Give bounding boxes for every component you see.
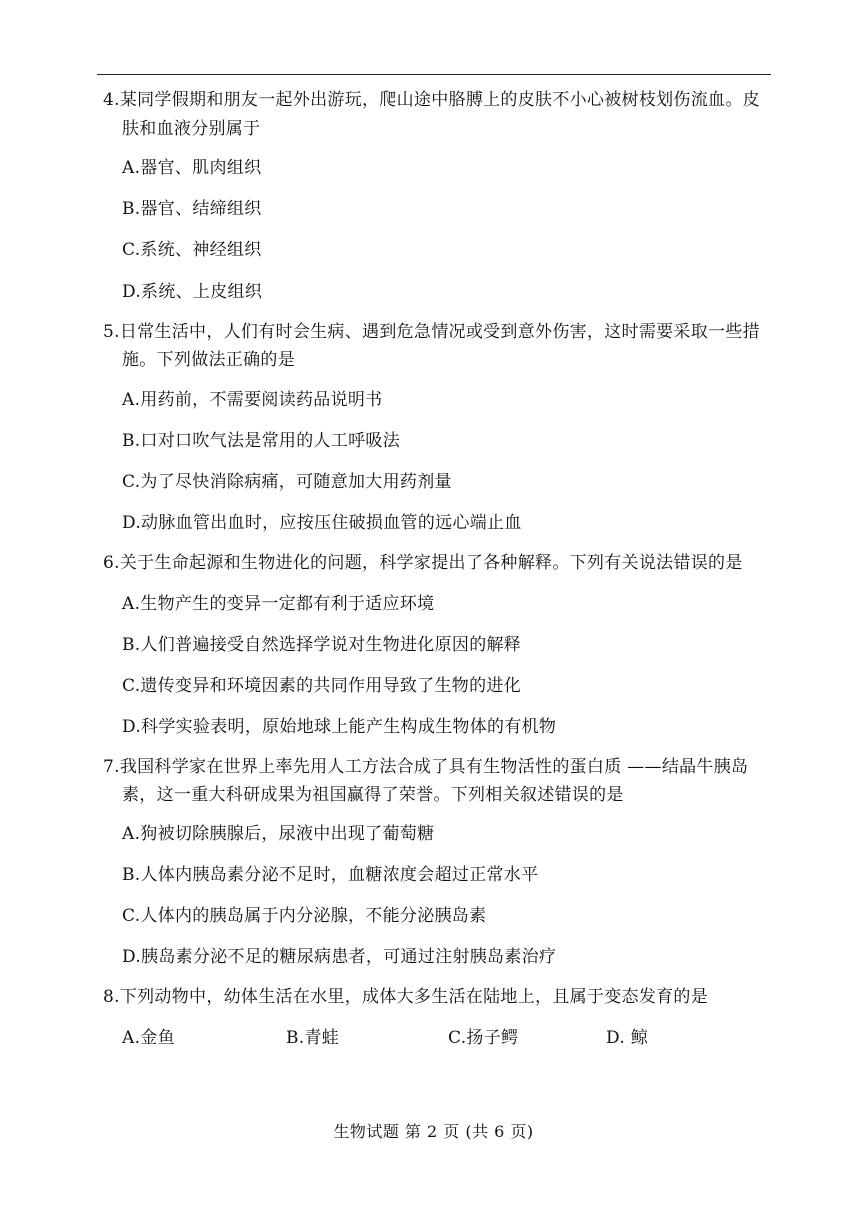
question-7-option-b: B.人体内胰岛素分泌不足时，血糖浓度会超过正常水平 (122, 865, 539, 885)
question-8-option-b: B.青蛙 (286, 1028, 340, 1048)
question-7-option-a: A.狗被切除胰腺后，尿液中出现了葡萄糖 (122, 824, 435, 844)
question-5-option-d: D.动脉血管出血时，应按压住破损血管的远心端止血 (122, 513, 522, 533)
question-4-option-d: D.系统、上皮组织 (122, 282, 263, 302)
question-6-option-b: B.人们普遍接受自然选择学说对生物进化原因的解释 (122, 635, 522, 655)
header-rule (97, 74, 771, 75)
question-4-line-1: 4.某同学假期和朋友一起外出游玩，爬山途中胳膊上的皮肤不小心被树枝划伤流血。皮 (103, 90, 760, 110)
question-5-option-c: C.为了尽快消除病痛，可随意加大用药剂量 (122, 472, 452, 492)
question-4-line-2: 肤和血液分别属于 (122, 119, 261, 139)
question-8-option-a: A.金鱼 (122, 1028, 175, 1048)
question-4-option-c: C.系统、神经组织 (122, 240, 262, 260)
question-7-option-c: C.人体内的胰岛属于内分泌腺，不能分泌胰岛素 (122, 906, 487, 926)
question-8-line-1: 8.下列动物中，幼体生活在水里，成体大多生活在陆地上，且属于变态发育的是 (103, 987, 709, 1007)
page-footer: 生物试题 第 2 页 (共 6 页) (333, 1122, 534, 1141)
question-4-option-b: B.器官、结缔组织 (122, 199, 262, 219)
question-6-line-1: 6.关于生命起源和生物进化的问题，科学家提出了各种解释。下列有关说法错误的是 (103, 553, 743, 573)
question-6-option-a: A.生物产生的变异一定都有利于适应环境 (122, 594, 435, 614)
question-5-line-1: 5.日常生活中，人们有时会生病、遇到危急情况或受到意外伤害，这时需要采取一些措 (103, 322, 760, 342)
question-4-option-a: A.器官、肌肉组织 (122, 158, 262, 178)
question-6-option-c: C.遗传变异和环境因素的共同作用导致了生物的进化 (122, 676, 522, 696)
question-7-line-2: 素，这一重大科研成果为祖国赢得了荣誉。下列相关叙述错误的是 (122, 785, 624, 805)
question-5-line-2: 施。下列做法正确的是 (122, 350, 295, 370)
question-7-line-1: 7.我国科学家在世界上率先用人工方法合成了具有生物活性的蛋白质 ——结晶牛胰岛 (103, 757, 749, 777)
question-6-option-d: D.科学实验表明，原始地球上能产生构成生物体的有机物 (122, 717, 557, 737)
question-8-option-c: C.扬子鳄 (448, 1028, 519, 1048)
question-7-option-d: D.胰岛素分泌不足的糖尿病患者，可通过注射胰岛素治疗 (122, 947, 557, 967)
question-5-option-b: B.口对口吹气法是常用的人工呼吸法 (122, 431, 400, 451)
question-5-option-a: A.用药前，不需要阅读药品说明书 (122, 390, 383, 410)
question-8-option-d: D. 鲸 (606, 1028, 649, 1048)
